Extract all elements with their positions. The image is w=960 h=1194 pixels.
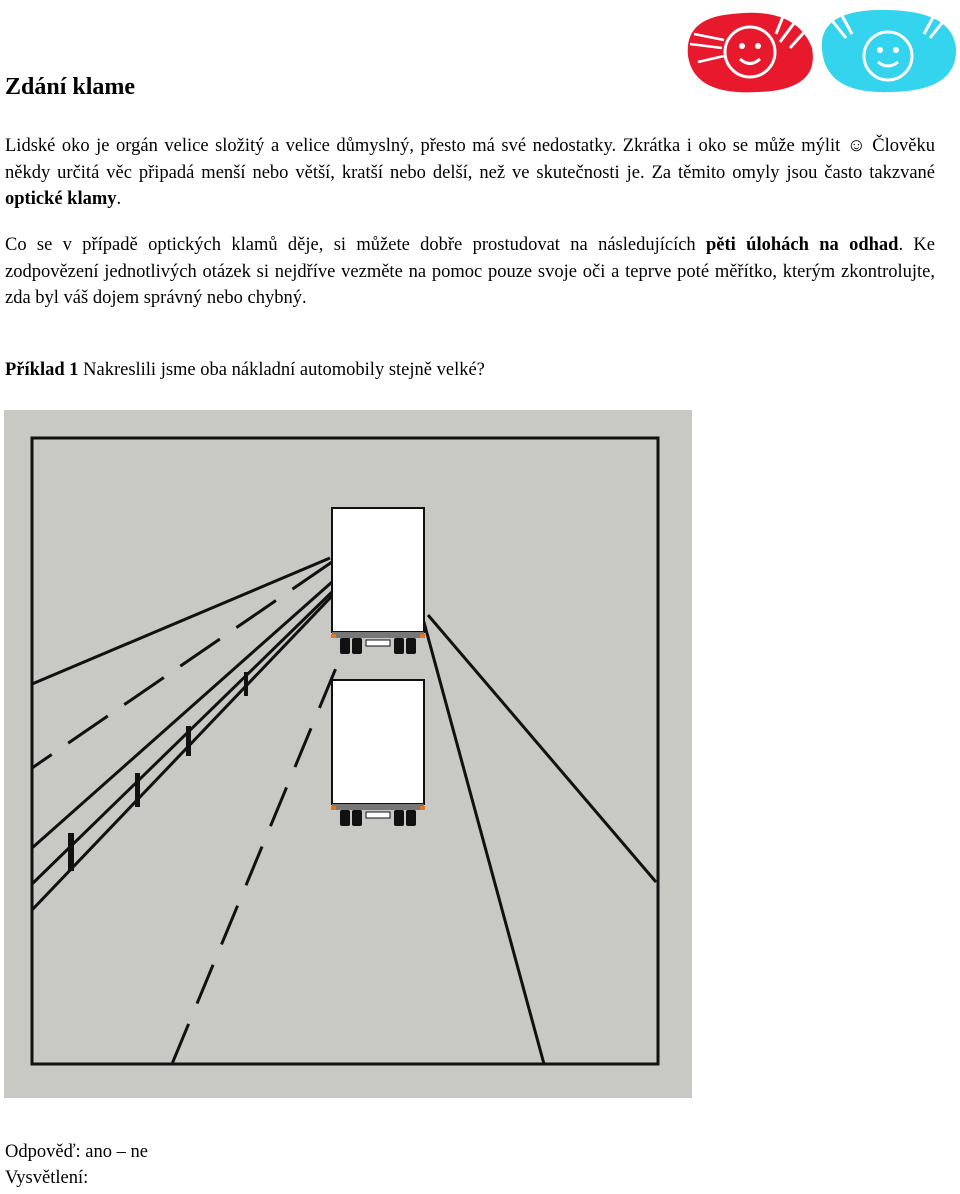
children-logo-icon xyxy=(680,4,960,96)
optical-illusion-figure xyxy=(4,410,692,1098)
example-question xyxy=(5,360,485,381)
instructions-text-a: Co se v případě optických klamů děje, si můžete dobře prostudovat na následujících xyxy=(5,235,707,255)
guardrail-post xyxy=(186,726,191,756)
truck-near xyxy=(331,680,425,826)
guardrail-post xyxy=(135,773,140,807)
explanation-line: Vysvětlení: xyxy=(5,1168,89,1188)
answer-line: Odpověď: ano – ne xyxy=(5,1142,148,1162)
instructions-bold-term: pěti úlohách na odhad xyxy=(706,235,899,255)
smiley-icon: ☺ xyxy=(846,136,866,156)
truck-far xyxy=(331,508,425,654)
intro-paragraph xyxy=(5,133,935,213)
guardrail-post xyxy=(68,833,74,871)
instructions-text-b: . Ke zodpovězení jednotlivých otázek si nejdříve vezměte na pomoc pouze svoje oči a teprve poté měřítko, kterým zkontrolujte, zda byl váš dojem správný nebo chybný. xyxy=(5,235,935,308)
instructions-paragraph xyxy=(5,232,935,312)
intro-text-c: . xyxy=(116,189,122,209)
intro-text-b: Člověku někdy určitá věc připadá menší nebo větší, kratší nebo delší, než ve skutečnosti je. Za těmito omyly jsou často takzvané xyxy=(5,136,935,183)
example-question-text: Nakreslili jsme oba nákladní automobily stejně velké? xyxy=(78,360,485,380)
example-label: Příklad 1 xyxy=(5,360,79,380)
intro-bold-term: optické klamy xyxy=(5,189,117,209)
intro-text-a: Lidské oko je orgán velice složitý a velice důmyslný, přesto má své nedostatky. Zkrátka i oko se může mýlit xyxy=(5,136,847,156)
page-title: Zdání klame xyxy=(5,74,136,100)
guardrail-post xyxy=(244,672,248,696)
